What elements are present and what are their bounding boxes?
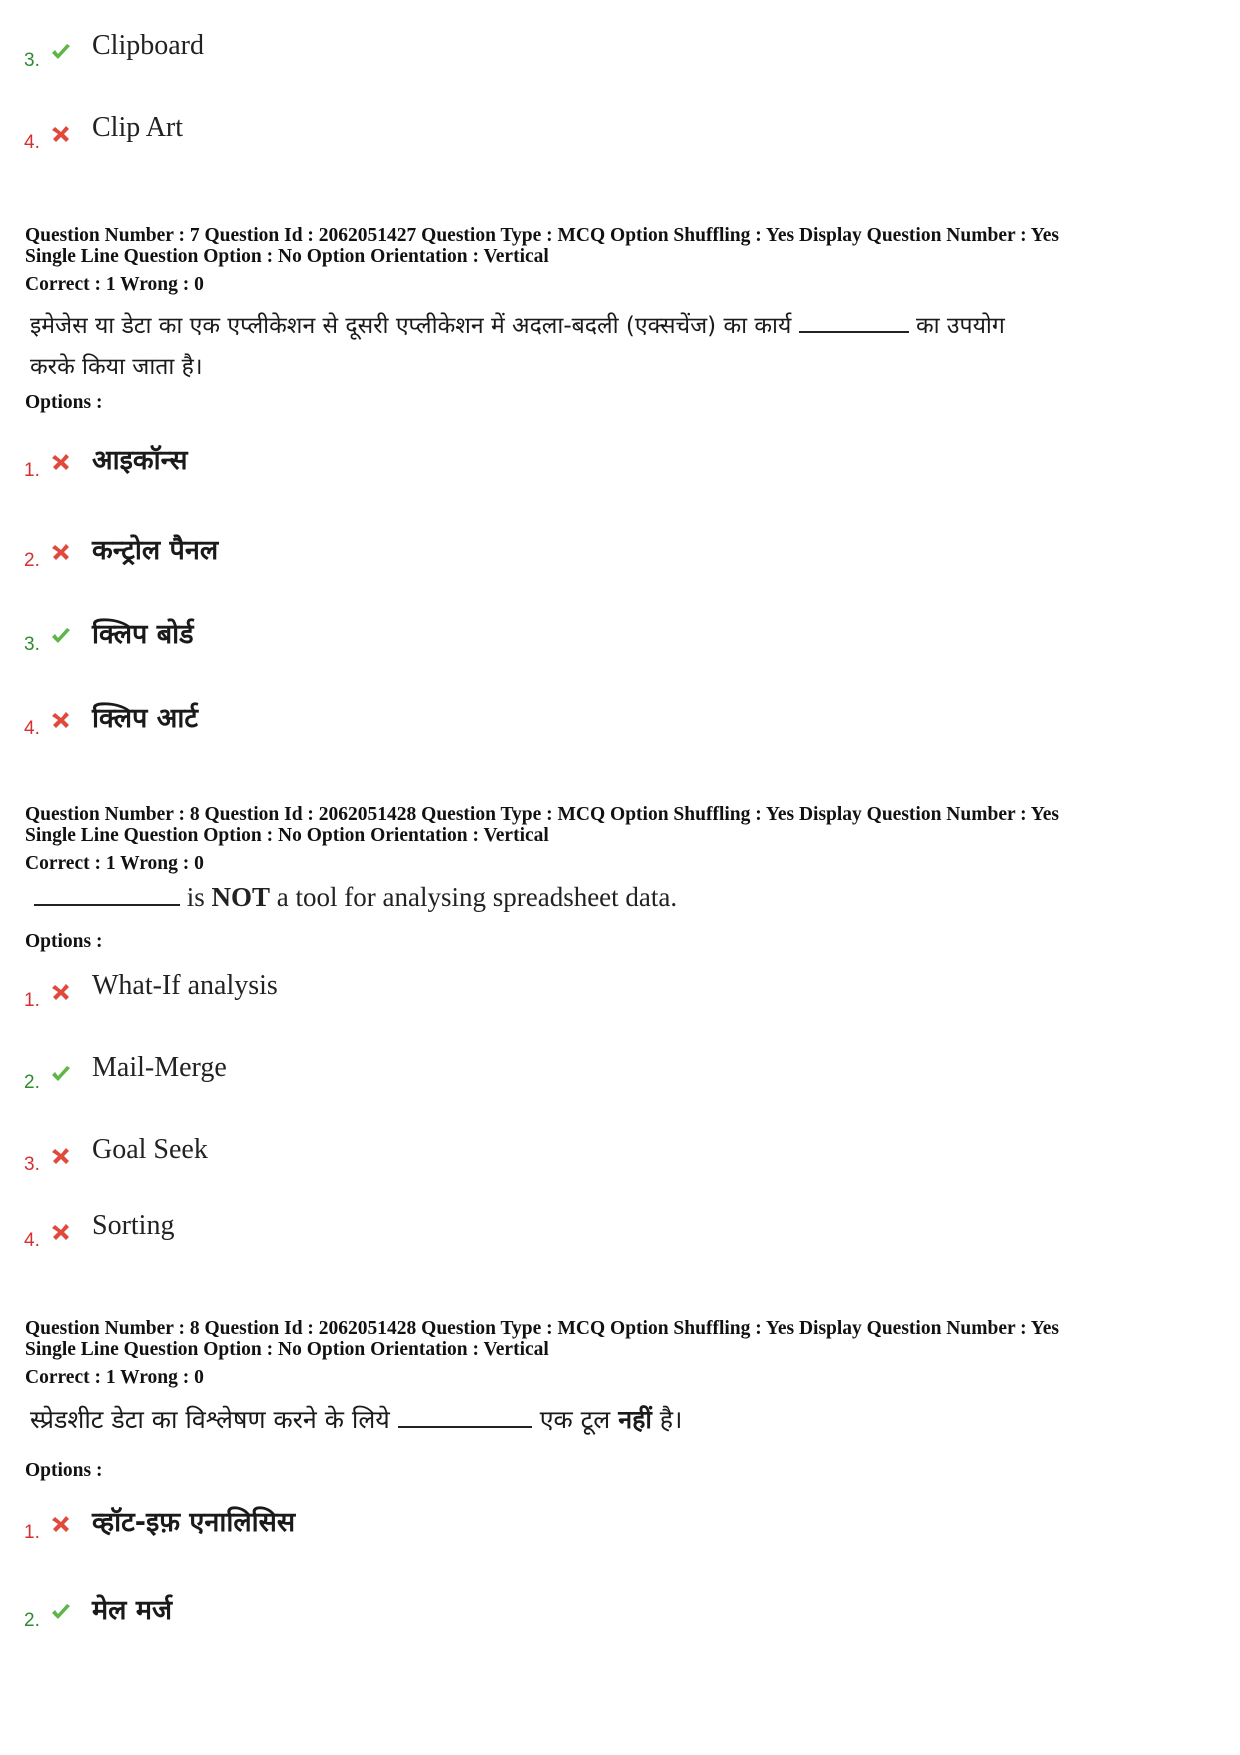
option-number: 4. <box>24 1230 40 1251</box>
cross-icon <box>50 709 72 731</box>
question-meta-line: Question Number : 8 Question Id : 2062051428 Question Type : MCQ Option Shuffling : Yes Display Question Number : Yes <box>25 1318 1059 1339</box>
option-text: Clip Art <box>92 112 184 143</box>
question-text-emphasis: नहीं <box>618 1405 652 1434</box>
cross-icon <box>50 1145 72 1167</box>
question-text-part: स्प्रेडशीट डेटा का विश्लेषण करने के लिये <box>30 1405 390 1434</box>
option-text: क्लिप बोर्ड <box>92 619 194 650</box>
option-text: आइकॉन्स <box>92 445 188 476</box>
options-label: Options : <box>25 1460 103 1481</box>
question-text-part: इमेजेस या डेटा का एक एप्लीकेशन से दूसरी एप्लीकेशन में अदला-बदली (एक्सचेंज) का कार्य <box>30 313 792 339</box>
question-text-part: है। <box>659 1405 683 1434</box>
option-number: 4. <box>24 132 40 153</box>
option-number: 1. <box>24 460 40 481</box>
option-text: What-If analysis <box>92 970 278 1001</box>
option-text: Clipboard <box>92 30 204 61</box>
cross-icon <box>50 981 72 1003</box>
marks-info: Correct : 1 Wrong : 0 <box>25 274 204 295</box>
option-number: 1. <box>24 990 40 1011</box>
cross-icon <box>50 1221 72 1243</box>
question-text-part: is <box>186 882 205 912</box>
check-icon <box>50 1601 72 1623</box>
cross-icon <box>50 541 72 563</box>
question-meta-line: Single Line Question Option : No Option Orientation : Vertical <box>25 825 549 846</box>
answer-blank <box>398 1404 532 1428</box>
option-number: 3. <box>24 1154 40 1175</box>
check-icon <box>50 625 72 647</box>
question-meta <box>25 1318 1059 1360</box>
option-number: 4. <box>24 718 40 739</box>
option-number: 2. <box>24 1610 40 1631</box>
question-text-part: एक टूल <box>539 1405 611 1434</box>
question-text-emphasis: NOT <box>211 882 271 912</box>
option-text: Goal Seek <box>92 1134 208 1165</box>
cross-icon <box>50 1513 72 1535</box>
question-text-line: करके किया जाता है। <box>30 354 203 380</box>
option-text: कन्ट्रोल पैनल <box>92 535 219 566</box>
option-text: Mail-Merge <box>92 1052 227 1083</box>
check-icon <box>50 1063 72 1085</box>
question-text <box>30 308 1005 340</box>
cross-icon <box>50 451 72 473</box>
question-meta-line: Single Line Question Option : No Option Orientation : Vertical <box>25 1339 549 1360</box>
option-text: Sorting <box>92 1210 175 1241</box>
options-label: Options : <box>25 931 103 952</box>
option-number: 3. <box>24 50 40 71</box>
option-number: 3. <box>24 634 40 655</box>
question-text-part: a tool for analysing spreadsheet data. <box>276 882 678 912</box>
question-text <box>30 1402 683 1436</box>
option-text: व्हॉट-इफ़ एनालिसिस <box>92 1507 296 1538</box>
option-text: क्लिप आर्ट <box>92 703 198 734</box>
cross-icon <box>50 123 72 145</box>
question-meta-line: Single Line Question Option : No Option Orientation : Vertical <box>25 246 549 267</box>
options-label: Options : <box>25 392 103 413</box>
question-meta-line: Question Number : 7 Question Id : 2062051427 Question Type : MCQ Option Shuffling : Yes Display Question Number : Yes <box>25 225 1059 246</box>
option-number: 2. <box>24 1072 40 1093</box>
question-meta <box>25 225 1059 267</box>
option-number: 1. <box>24 1522 40 1543</box>
question-text-part: का उपयोग <box>915 313 1005 339</box>
check-icon <box>50 41 72 63</box>
marks-info: Correct : 1 Wrong : 0 <box>25 853 204 874</box>
marks-info: Correct : 1 Wrong : 0 <box>25 1367 204 1388</box>
answer-blank <box>799 309 909 333</box>
answer-blank <box>34 882 180 906</box>
option-number: 2. <box>24 550 40 571</box>
question-text <box>34 882 677 913</box>
option-text: मेल मर्ज <box>92 1595 173 1626</box>
question-meta <box>25 804 1059 846</box>
question-meta-line: Question Number : 8 Question Id : 2062051428 Question Type : MCQ Option Shuffling : Yes Display Question Number : Yes <box>25 804 1059 825</box>
